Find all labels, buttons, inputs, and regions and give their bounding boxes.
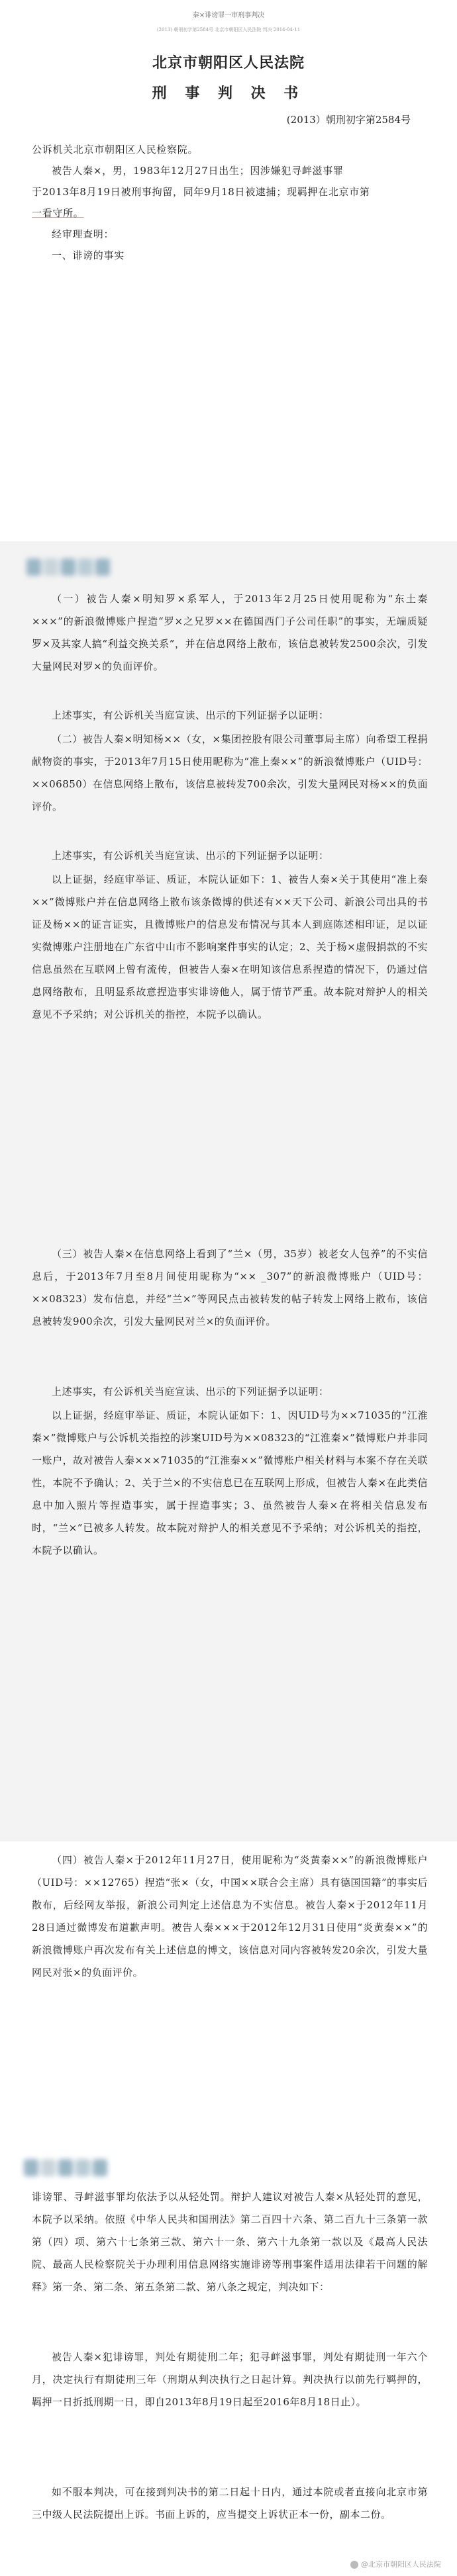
fact-3-paragraph: （三）被告人秦×在信息网络上看到了“兰×（男，35岁）被老女人包养”的不实信息后，于2013年7月至8月间使用昵称为“×× _307”的新浪微博账户（UID号：××08323）发布信息，并经“兰×”等网民点击被转发的帖子转发上网络上散布，该信息被转发900余次，引发大量网民对兰×的负面评价。 (32, 1248, 428, 1327)
finding-heading: 经审理查明： (52, 228, 115, 240)
fact-1-paragraph: （一）被告人秦×明知罗×系军人，于2013年2月25日使用昵称为“东土秦×××”的新浪微博账户捏造“罗×之兄罗××在德国西门子公司任职”的事实，无端质疑罗×及其家人搞“利益交换关系”，并在信息网络上散布，该信息被转发2500余次，引发大量网民对罗×的负面评价。 (32, 593, 428, 672)
detention-line-end: 一看守所。 (32, 207, 84, 219)
defendant-line: 被告人秦×，男，1983年12月27日出生；因涉嫌犯寻衅滋事罪 (52, 165, 344, 177)
court-name: 北京市朝阳区人民法院 (152, 54, 305, 71)
facts-section (0, 541, 457, 1842)
sentencing-basis: 诽谤罪、寻衅滋事罪均依法予以从轻处罚。辩护人建议对被告人秦×从轻处罚的意见，本院予以采纳。依照《中华人民共和国刑法》第二百四十六条、第二百九十三条第一款第（四）项、第六十七条第三款、第六十一条、第六十九条第一款以及《最高人民法院、最高人民检察院关于办理利用信息网络实施诽谤等刑事案件适用法律若干问题的解释》第一条、第二条、第五条第二款、第八条之规定，判决如下： (32, 2191, 428, 2293)
prosecutor-line: 公诉机关北京市朝阳区人民检察院。 (32, 144, 199, 155)
defamation-heading: 一、诽谤的事实 (52, 249, 125, 261)
evidence-intro-3: 上述事实，有公诉机关当庭宣读、出示的下列证据予以证明： (52, 1386, 329, 1398)
weibo-logo-icon (350, 2561, 358, 2569)
verdict-paragraph: 被告人秦×犯诽谤罪，判处有期徒刑二年；犯寻衅滋事罪，判处有期徒刑一年六个月，决定执行有期徒刑三年（刑期从判决执行之日起计算。判决执行以前先行羁押的，羁押一日折抵刑期一日，即自2013年8月19日起至2016年8月18日止）。 (32, 2351, 428, 2408)
fact-2-paragraph: （二）被告人秦×明知杨××（女，×集团控股有限公司董事局主席）向希望工程捐献物资的事实，于2013年7月15日使用昵称为“准上秦××”的新浪微博账户（UID号：××06850）在信息网络上散布，该信息被转发700余次，引发大量网民对杨××的负面评价。 (32, 733, 428, 813)
watermark (350, 2559, 441, 2569)
top-title: 秦×诽谤罪一审刑事判决 (192, 12, 265, 19)
fact-4-section (0, 1846, 457, 2127)
document-type: 刑 事 判 决 书 (152, 85, 305, 102)
blurred-heading-2 (24, 2159, 123, 2182)
watermark-text: @北京市朝阳区人民法院 (361, 2560, 441, 2569)
evidence-analysis-3: 以上证据，经庭审举证、质证，本院认证如下：1、因UID号为××71035的“江淮秦×”微博账户与公诉机关指控的涉案UID号为××08323的“江淮秦×”微博账户并非同一账户，故对被告人秦×××71035的“江淮秦××”微博账户相关材料与本案不存在关联性，本院不予确认；2、关于兰×的不实信息已在互联网上形成，但被告人秦×在此类信息中加入照片等捏造事实，属于捏造事实；3、虽然被告人秦×在将相关信息发布时，“兰×”已被多人转发。故本院对辩护人的相关意见不予采纳；对公诉机关的指控，本院予以确认。 (32, 1409, 428, 1556)
detention-line: 于2013年8月19日被刑事拘留，同年9月18日被逮捕；现羁押在北京市第 (32, 186, 370, 198)
evidence-intro-2: 上述事实，有公诉机关当庭宣读、出示的下列证据予以证明： (52, 850, 329, 862)
case-number: (2013）朝刑初字第2584号 (286, 114, 411, 126)
judgment-section (0, 2154, 457, 2576)
appeal-notice: 如不服本判决，可在接到判决书的第二日起十日内，通过本院或者直接向北京市第三中级人民法院提出上诉。书面上诉的，应当提交上诉状正本一份，副本二份。 (32, 2486, 428, 2520)
fact-4-paragraph: （四）被告人秦×于2012年11月27日，使用昵称为“炎黄秦××”的新浪微博账户（UID号：××12765）捏造“张×（女，中国××联合会主席）具有德国国籍”的事实后散布，后经网友举报，新浪公司判定上述信息为不实信息。被告人秦×于2012年11月28日通过微博发布道歉声明。被告人秦×××于2012年12月31日使用“炎黄秦××”的新浪微博账户再次发布有关上述信息的博文，该信息对同内容被转发20余次，引发大量网民对张×的负面评价。 (32, 1854, 428, 1978)
case-meta-line: (2013) 朝刑初字第2584号 北京市朝阳区人民法院 判决 2014-04-11 (156, 27, 301, 32)
evidence-analysis-2: 以上证据，经庭审举证、质证，本院认证如下：1、被告人秦×关于其使用“准上秦××”微博账户并在信息网络上散布该条微博的供述有××天下公司、新浪公司出具的书证及杨××的证言证实，且微博账户的信息发布情况与其本人到庭陈述相印证，足以证实微博账户注册地在广东省中山市不影响案件事实的认定；2、关于杨×虚假捐款的不实信息虽然在互联网上曾有流传，但被告人秦×在明知该信息系捏造的情况下，仍通过信息网络散布，且明显系故意捏造事实诽谤他人，属于情节严重。故本院对辩护人的相关意见不予采纳；对公诉机关的指控，本院予以确认。 (32, 873, 428, 1020)
blurred-heading (26, 558, 126, 581)
evidence-intro-1: 上述事实，有公诉机关当庭宣读、出示的下列证据予以证明： (52, 709, 329, 721)
document-header-section (0, 0, 457, 516)
